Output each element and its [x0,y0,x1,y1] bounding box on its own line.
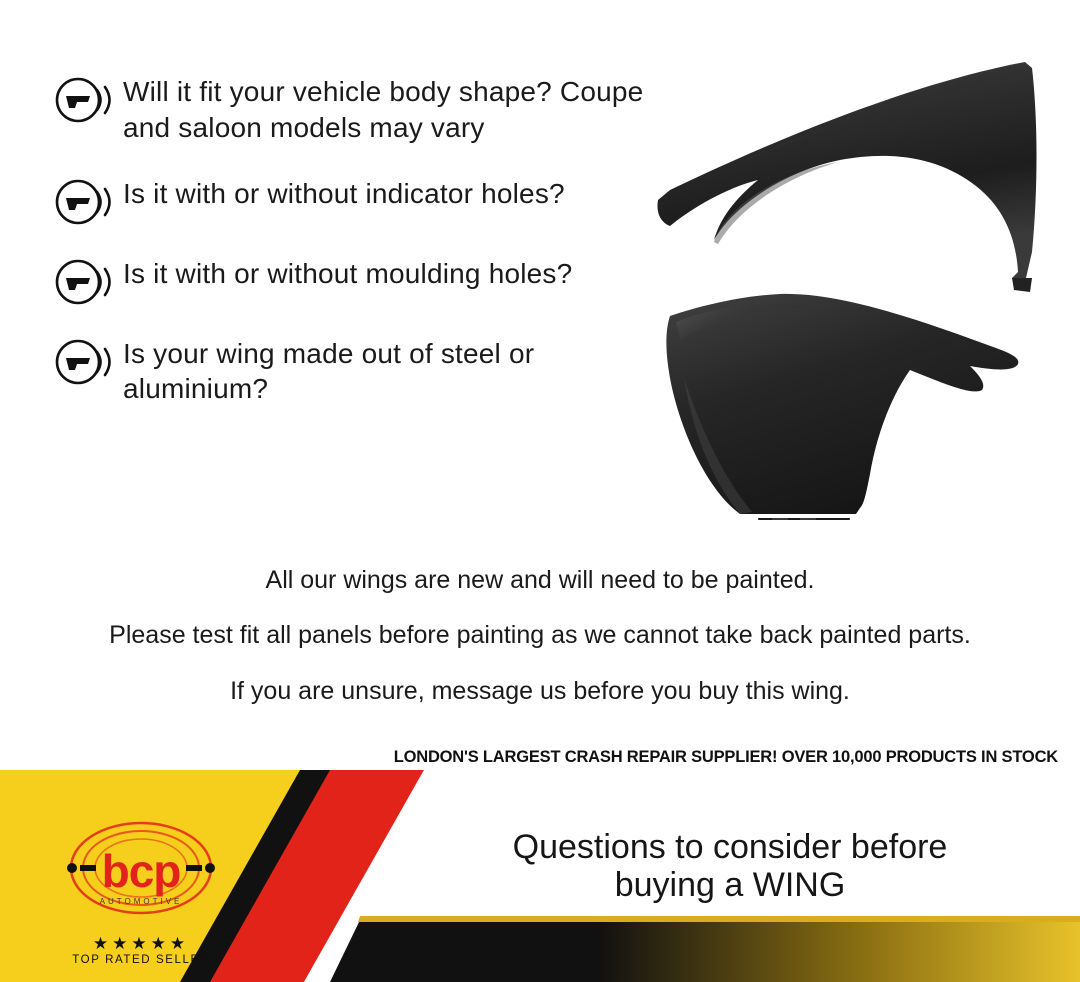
question-text: Is your wing made out of steel or aluminium? [123,337,535,405]
footer-title [400,828,1060,904]
brand-logo [36,824,246,974]
footer-title-line2: buying a WING [614,866,846,905]
footer-banner [0,770,1080,982]
promo-strip-text: LONDON'S LARGEST CRASH REPAIR SUPPLIER! OVER 10,000 PRODUCTS IN STOCK [393,748,1058,766]
question-text: Is it with or without moulding holes? [123,257,573,289]
logo-tagline: TOP RATED SELLER [72,954,210,966]
list-item [55,334,655,408]
footer-title-line1: Questions to consider before [512,828,948,866]
wing-images [640,40,1060,520]
car-wing-panel-top [658,62,1037,292]
question-text: Will it fit your vehicle body shape? Coupe and saloon models may vary [123,76,644,143]
wing-speaker-icon [55,76,117,124]
note-line: If you are unsure, message us before you buy this wing. [230,676,850,705]
list-item [55,72,655,146]
list-item [55,174,655,226]
notes-block [40,565,1040,707]
note-line: Please test fit all panels before painting as we cannot take back painted parts. [109,621,971,650]
note-line: All our wings are new and will need to be painted. [265,566,815,594]
car-wing-panel-bottom [666,294,1018,520]
wing-speaker-icon [55,258,117,306]
questions-list [55,72,655,435]
wing-speaker-icon [55,178,117,226]
wing-speaker-icon [55,338,117,386]
question-text: Is it with or without indicator holes? [123,177,565,209]
logo-wordmark: bcp [101,845,181,897]
list-item [55,254,655,306]
logo-subtitle: AUTOMOTIVE [99,897,183,906]
star-rating-icon: ★★★★★ [92,934,190,953]
